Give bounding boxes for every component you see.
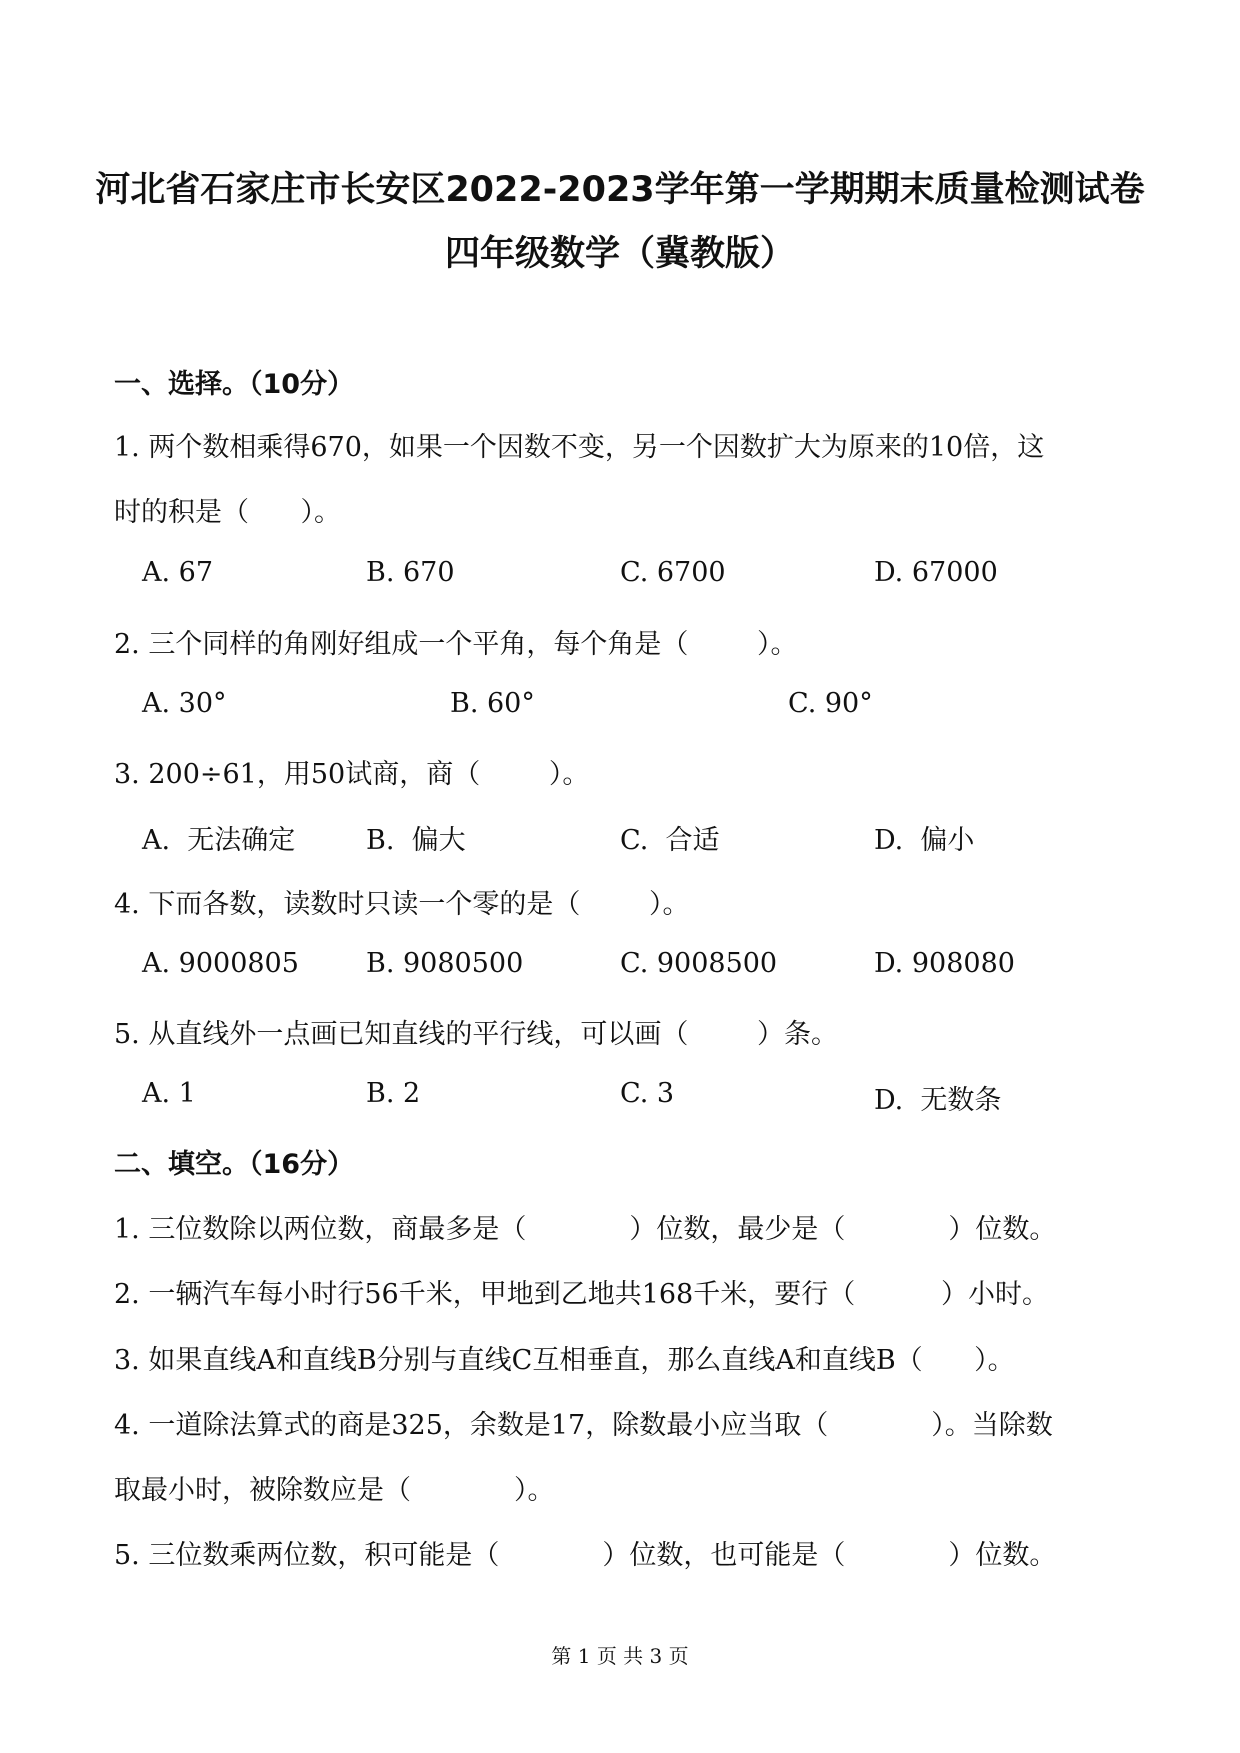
q1-option-c: C. 6700 (620, 557, 726, 588)
fill-question-2: 2. 一辆汽车每小时行56千米，甲地到乙地共168千米，要行（ ）小时。 (114, 1279, 1050, 1310)
q1-option-b: B. 670 (366, 557, 455, 588)
section-heading-choice: 一、选择。（10分） (114, 369, 355, 400)
fill-question-1: 1. 三位数除以两位数，商最多是（ ）位数，最少是（ ）位数。 (114, 1214, 1057, 1245)
fill-question-4-line1: 4. 一道除法算式的商是325，余数是17，除数最小应当取（ ）。当除数 (114, 1410, 1053, 1441)
q1-option-d: D. 67000 (874, 557, 998, 588)
q2-option-b: B. 60° (450, 688, 535, 719)
question-1-line1: 1. 两个数相乘得670，如果一个因数不变，另一个因数扩大为原来的10倍，这 (114, 432, 1045, 463)
fill-question-3: 3. 如果直线A和直线B分别与直线C互相垂直，那么直线A和直线B（ ）。 (114, 1345, 1015, 1376)
question-5: 5. 从直线外一点画已知直线的平行线，可以画（ ）条。 (114, 1019, 839, 1050)
q3-option-c: C. 合适 (620, 825, 720, 856)
question-4: 4. 下而各数，读数时只读一个零的是（ ）。 (114, 889, 690, 920)
q3-option-d: D. 偏小 (874, 825, 975, 856)
question-3: 3. 200÷61，用50试商，商（ ）。 (114, 759, 590, 790)
q1-option-a: A. 67 (142, 557, 214, 588)
fill-question-5: 5. 三位数乘两位数，积可能是（ ）位数，也可能是（ ）位数。 (114, 1540, 1057, 1571)
question-1-line2: 时的积是（ ）。 (114, 497, 341, 528)
question-2: 2. 三个同样的角刚好组成一个平角，每个角是（ ）。 (114, 629, 798, 660)
q5-option-a: A. 1 (142, 1078, 196, 1109)
q2-option-a: A. 30° (142, 688, 227, 719)
q4-option-c: C. 9008500 (620, 948, 778, 979)
exam-subtitle: 四年级数学（冀教版） (444, 234, 795, 274)
q5-option-c: C. 3 (620, 1078, 675, 1109)
q3-option-b: B. 偏大 (366, 825, 466, 856)
q5-option-b: B. 2 (366, 1078, 421, 1109)
fill-question-4-line2: 取最小时，被除数应是（ ）。 (114, 1475, 555, 1506)
q5-option-d: D. 无数条 (874, 1085, 1002, 1116)
section-heading-fill: 二、填空。（16分） (114, 1149, 355, 1180)
q4-option-a: A. 9000805 (142, 948, 299, 979)
page-footer: 第 1 页 共 3 页 (551, 1644, 689, 1668)
q4-option-d: D. 908080 (874, 948, 1015, 979)
q4-option-b: B. 9080500 (366, 948, 524, 979)
q3-option-a: A. 无法确定 (142, 825, 296, 856)
q2-option-c: C. 90° (788, 688, 873, 719)
exam-title: 河北省石家庄市长安区2022-2023学年第一学期期末质量检测试卷 (95, 170, 1145, 210)
